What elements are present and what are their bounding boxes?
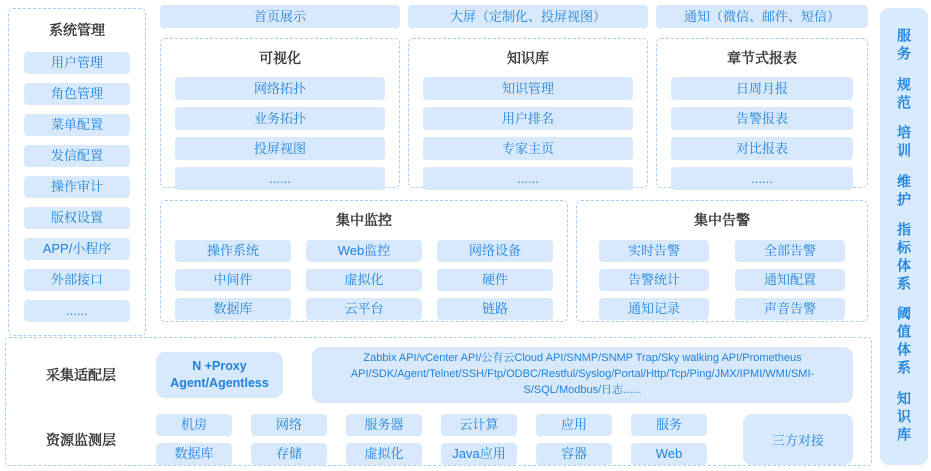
system-management-panel [8, 8, 146, 336]
visualization-item-screen-view[interactable]: 投屏视图 [175, 137, 385, 160]
sidebar-item-more[interactable]: ...... [24, 300, 130, 322]
monitor-item-os[interactable]: 操作系统 [175, 240, 291, 262]
resource-item-container[interactable]: 容器 [536, 443, 612, 465]
knowledge-item-more[interactable]: ...... [423, 167, 633, 190]
resource-item-storage[interactable]: 存储 [251, 443, 327, 465]
panel-knowledge-base [408, 38, 648, 188]
sidebar-item-menu-config[interactable]: 菜单配置 [24, 114, 130, 136]
third-party-integration-button[interactable]: 三方对接 [743, 414, 853, 465]
report-item-alarm-report[interactable]: 告警报表 [671, 107, 853, 130]
alarm-item-notify-config[interactable]: 通知配置 [735, 269, 845, 291]
report-item-more[interactable]: ...... [671, 167, 853, 190]
knowledge-item-user-ranking[interactable]: 用户排名 [423, 107, 633, 130]
right-service-strip [880, 8, 928, 465]
strip-item-training: 培训 [896, 125, 912, 162]
report-item-daily-weekly-monthly[interactable]: 日周月报 [671, 77, 853, 100]
alarm-item-notify-record[interactable]: 通知记录 [599, 298, 709, 320]
central-monitoring-grid [161, 240, 567, 320]
strip-item-maintenance: 维护 [896, 173, 912, 210]
sidebar-item-role-management[interactable]: 角色管理 [24, 83, 130, 105]
monitor-item-middleware[interactable]: 中间件 [175, 269, 291, 291]
panel-visualization [160, 38, 400, 188]
collection-adapter-layer-label: 采集适配层 [46, 366, 116, 383]
resource-item-service[interactable]: 服务 [631, 414, 707, 436]
monitor-item-virtualization[interactable]: 虚拟化 [306, 269, 422, 291]
proxy-agent-button[interactable] [156, 352, 283, 398]
chapter-report-title: 章节式报表 [727, 50, 797, 66]
panel-chapter-report [656, 38, 868, 188]
collection-adapter-layer [6, 347, 871, 403]
feature-row [160, 38, 868, 188]
monitor-item-hardware[interactable]: 硬件 [437, 269, 553, 291]
panel-central-alarm [576, 200, 868, 322]
header-row [160, 5, 868, 28]
alarm-item-statistics[interactable]: 告警统计 [599, 269, 709, 291]
visualization-item-network-topology[interactable]: 网络拓扑 [175, 77, 385, 100]
resource-item-database[interactable]: 数据库 [156, 443, 232, 465]
resource-item-web[interactable]: Web [631, 443, 707, 465]
system-management-title: 系统管理 [49, 22, 105, 38]
resource-item-server[interactable]: 服务器 [346, 414, 422, 436]
panel-central-monitoring [160, 200, 568, 322]
alarm-item-all[interactable]: 全部告警 [735, 240, 845, 262]
proxy-line2: Agent/Agentless [170, 375, 269, 390]
strip-item-service: 服务 [896, 28, 912, 65]
header-button-notification[interactable]: 通知（微信、邮件、短信） [656, 5, 868, 28]
mid-row [160, 200, 868, 322]
sidebar-item-copyright-settings[interactable]: 版权设置 [24, 207, 130, 229]
resource-item-network[interactable]: 网络 [251, 414, 327, 436]
visualization-item-business-topology[interactable]: 业务拓扑 [175, 107, 385, 130]
strip-item-specification: 规范 [896, 76, 912, 113]
report-item-comparison-report[interactable]: 对比报表 [671, 137, 853, 160]
bottom-layers-panel [5, 337, 872, 466]
sidebar-item-external-interface[interactable]: 外部接口 [24, 269, 130, 291]
sidebar-item-mail-config[interactable]: 发信配置 [24, 145, 130, 167]
central-monitoring-title: 集中监控 [336, 212, 392, 228]
monitor-item-link[interactable]: 链路 [437, 298, 553, 320]
visualization-item-more[interactable]: ...... [175, 167, 385, 190]
central-alarm-title: 集中告警 [694, 212, 750, 228]
header-button-home-display[interactable]: 首页展示 [160, 5, 400, 28]
knowledge-item-expert-homepage[interactable]: 专家主页 [423, 137, 633, 160]
resource-item-machine-room[interactable]: 机房 [156, 414, 232, 436]
sidebar-item-operation-audit[interactable]: 操作审计 [24, 176, 130, 198]
visualization-title: 可视化 [259, 50, 301, 66]
resource-item-application[interactable]: 应用 [536, 414, 612, 436]
resource-item-virtualization[interactable]: 虚拟化 [346, 443, 422, 465]
strip-item-knowledge-base: 知识库 [896, 390, 912, 445]
resource-monitor-layer-label: 资源监测层 [46, 431, 116, 448]
knowledge-item-management[interactable]: 知识管理 [423, 77, 633, 100]
monitor-item-cloud-platform[interactable]: 云平台 [306, 298, 422, 320]
sidebar-item-user-management[interactable]: 用户管理 [24, 52, 130, 74]
resource-item-java-app[interactable]: Java应用 [441, 443, 517, 465]
strip-item-threshold-system: 阈值体系 [896, 306, 912, 379]
knowledge-base-title: 知识库 [507, 50, 549, 66]
resource-item-cloud-computing[interactable]: 云计算 [441, 414, 517, 436]
alarm-item-realtime[interactable]: 实时告警 [599, 240, 709, 262]
central-alarm-grid [577, 240, 867, 320]
alarm-item-sound[interactable]: 声音告警 [735, 298, 845, 320]
api-protocols-button[interactable]: Zabbix API/vCenter API/公有云Cloud API/SNMP/SNMP Trap/Sky walking API/Prometheus API/SDK/Agent/Telnet/SSH/Ftp/ODBC/Restful/Syslog/Portal/Http/Tcp/Ping/JMX/IPMI/WMI/SMI-S/SQL/Modbus/日志...... [312, 347, 853, 403]
monitor-item-database[interactable]: 数据库 [175, 298, 291, 320]
monitor-item-web-monitoring[interactable]: Web监控 [306, 240, 422, 262]
resource-monitor-layer [6, 414, 871, 465]
header-button-big-screen[interactable]: 大屏（定制化、投屏视图） [408, 5, 648, 28]
resource-grid [156, 414, 707, 465]
sidebar-item-app-miniprogram[interactable]: APP/小程序 [24, 238, 130, 260]
strip-item-indicator-system: 指标体系 [896, 221, 912, 294]
monitor-item-network-device[interactable]: 网络设备 [437, 240, 553, 262]
proxy-line1: N +Proxy [192, 359, 247, 374]
